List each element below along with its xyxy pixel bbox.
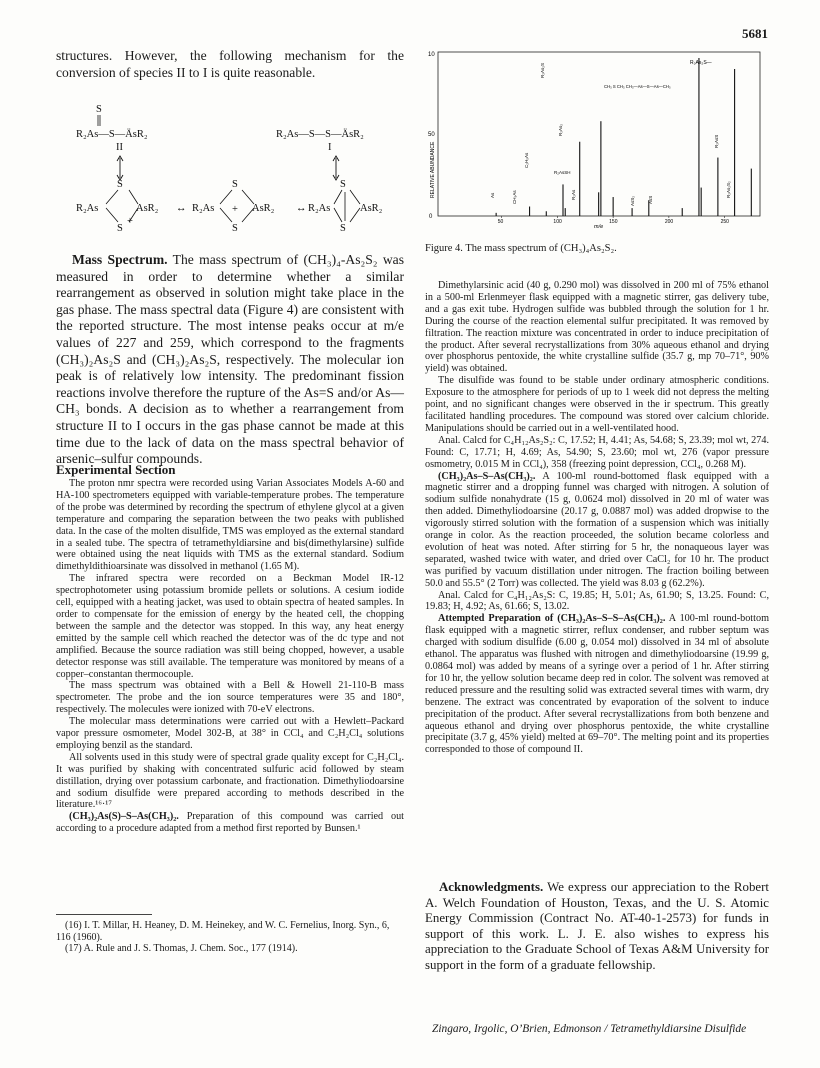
footnote-16: (16) I. T. Millar, H. Heaney, D. M. Heinekey, and W. C. Fernelius, Inorg. Syn., 6, 116 (1960). (56, 920, 390, 943)
ring3-s-bottom: S (340, 223, 346, 234)
ring1-right: AsR₂ (136, 203, 159, 214)
y-tick-0: 0 (429, 214, 433, 220)
scheme-structure-ii: R₂As—S—ÄsR₂ (76, 129, 148, 140)
prep-heading: (CH₃)₂As(S)–S–As(CH₃)₂. (69, 811, 179, 823)
peak-label-as2s: AsS (648, 195, 653, 204)
ack-text: We express our appreciation to the Robert A. Welch Foundation of Houston, Texas, and the U. S. Atomic Energy Commission (Contract No. AT-40-1-2573) for funds in support of this work. L. J. E. also wishes to express his appreciation to the Graduate School of Texas A&M University for support in the form of a graduate fellowship. (425, 880, 769, 972)
peak-label-r2as2: R₂As₂ (558, 124, 563, 136)
scheme-label-i: I (328, 142, 332, 153)
chart-frame (438, 52, 760, 216)
rc-heading-4: (CH₃)₂As–S–As(CH₃)₂. (438, 470, 536, 482)
x-tick-100: 100 (553, 219, 562, 225)
peak-label-274: R₂As₂S₂ (726, 181, 731, 198)
acknowledgments (425, 880, 769, 974)
scheme-structure-i: R₂As—S—S—ÄsR₂ (276, 129, 364, 140)
figure-caption: Figure 4. The mass spectrum of (CH₃)₄As₂S₂. (425, 243, 617, 254)
x-tick-250: 250 (720, 219, 729, 225)
peak-label-as: As (490, 192, 495, 198)
mass-spectrum-chart (428, 48, 768, 231)
exp-para-5: All solvents used in this study were of spectral grade quality except for C₂H₂Cl₄. It was purified by shaking with concentrated sulfuric acid followed by steam distillation, drying over potassium carbonate, and fractionation. Dimethyliodoarsine and sodium disulfide were prepared according to methods described in the literature.¹⁶·¹⁷ (56, 751, 404, 811)
ring1-s-bottom: S (117, 223, 123, 234)
mass-spectrum-paragraph (56, 252, 404, 468)
footnote-rule (56, 914, 152, 915)
ack-heading: Acknowledgments. (439, 880, 544, 894)
x-tick-50: 50 (497, 219, 504, 225)
peak-label-r2ass: R₂AsS (714, 134, 719, 148)
ring3-right: AsR₂ (360, 203, 383, 214)
eq-arrow-2: ↔ (296, 203, 307, 214)
prep-text: Preparation of this compound was carried out according to a procedure adapted from a method first reported by Bunsen.¹ (56, 811, 404, 835)
experimental-body (56, 478, 404, 835)
right-column-body (425, 280, 769, 756)
exp-para-2: The infrared spectra were recorded on a Beckman Model IR-12 spectrophotometer using potassium bromide pellets or solutions. A cesium iodide cell, equipped with a heating jacket, was used to obtain spectra of heated samples. In order to compensate for the emission of energy by the heated cell, the chopping between the sample and the detector was stopped. In this way, any heat energy emitted by the sample cell which reached the detector was of the dc type and not amplified. Because the source radiation was still being chopped, however, a usable detector response was still available. The temperature was monitored by means of a copper–constantan thermocouple. (56, 573, 404, 680)
rc-para-1: Dimethylarsinic acid (40 g, 0.290 mol) was dissolved in 200 ml of 75% ethanol in a 500-ml Erlenmeyer flask equipped with a magnetic stirrer, gas delivery tube, and a gas exit tube. Hydrogen sulfide was bubbled through the solution for 1 hr. During the course of the reaction elemental sulfur precipitated. It was removed by filtration. The reaction mixture was concentrated in order to induce precipitation of the product. After several recrystallizations from 30% aqueous ethanol and drying over phosphorus pentoxide, the white crystalline sulfide (35.7 g, mp 70–71°, 90% yield) was obtained. (425, 280, 769, 375)
exp-para-3: The mass spectrum was obtained with a Bell & Howell 21-110-B mass spectrometer. The probe and the ion source temperatures were 35 and 180°, respectively. The molecules were ionized with 70-eV electrons. (56, 680, 404, 716)
page-number: 5681 (742, 26, 768, 41)
y-axis-label: RELATIVE ABUNDANCE (430, 141, 436, 198)
ring1-s-top: S (117, 179, 123, 190)
scheme-label-ii: II (116, 142, 123, 153)
footnotes (56, 920, 404, 955)
peak-label-r2assh: R₂AsSH (554, 170, 571, 175)
ring3-left: R₂As (308, 203, 331, 214)
y-tick-50: 50 (428, 132, 435, 138)
mass-spectrum-heading: Mass Spectrum. (72, 252, 168, 267)
rc-para-4 (425, 471, 769, 590)
peak-label-r2as: R₂As (571, 189, 576, 200)
running-footer: Zingaro, Irgolic, O’Brien, Edmonson / Tetramethyldiarsine Disulfide (432, 1023, 747, 1035)
ring1-plus: + (127, 216, 133, 227)
exp-para-6 (56, 811, 404, 835)
peak-label-227: R₂As₂S (540, 63, 545, 78)
rc-para-3: Anal. Calcd for C₄H₁₂As₂S₂: C, 17.52; H, 4.41; As, 54.68; S, 23.39; mol wt, 274. Found: C, 17.71; H, 4.69; As, 54.90; S, 23.60; mol wt, 276 (vapor pressure osmometry, 0.015 M in CCl₄), 358 (freezing point depression, CCl₄, 0.268 M). (425, 434, 769, 470)
rc-heading-6: Attempted Preparation of (CH₃)₂As–S–S–As(CH₃)₂. (438, 613, 666, 625)
ring2-left: R₂As (192, 203, 215, 214)
footnote-17: (17) A. Rule and J. S. Thomas, J. Chem. Soc., 177 (1914). (65, 943, 298, 955)
peak-label-r2as2s-arrow: R₂As₂S— (690, 60, 712, 66)
mass-spectrum-text: The mass spectrum of (CH₃)₄-As₂S₂ was measured in order to determine whether a similar rearrangement as observed in solution might take place in the gas phase. The mass spectral data (Figure 4) are consistent with the reported structure. The most intense peaks occur at m/e values of 227 and 259, which correspond to the fragments (CH₃)₂As₂S and (CH₃)₂As₂S, respectively. The molecular ion peak is of relatively low intensity. The predominant fission reactions involve therefore the rupture of the As=S and/or As—CH₃ bonds. A decision as to whether a rearrangement from structure II to I occurs in the gas phase cannot be made at this time due to the lack of data on the mass spectral behavior of arsenic–sulfur compounds. (56, 252, 404, 467)
exp-para-4: The molecular mass determinations were carried out with a Hewlett–Packard vapor pressure osmometer, Model 302-B, at 38° in CCl₄ and C₂H₂Cl₄ solutions employing benzil as the standard. (56, 716, 404, 751)
rearrangement-scheme (74, 104, 394, 234)
x-axis-label: m/e (594, 224, 604, 230)
peak-label-c2h5as: C₂H₅As (524, 152, 529, 168)
rc-para-5: Anal. Calcd for C₄H₁₂As₂S: C, 19.85; H, 5.01; As, 61.90; S, 13.25. Found: C, 19.83; H, 4.92; As, 61.66; S, 13.02. (425, 589, 769, 613)
ring3-s-top: S (340, 179, 346, 190)
peak-label-structure: CH₃ S CH₃ CH₃—As—S—As—CH₃ (604, 84, 671, 89)
peak-label-as-s2: AsS₂ (630, 196, 635, 206)
y-tick-10: 10 (428, 52, 435, 58)
ring2-right: AsR₂ (252, 203, 275, 214)
exp-para-1: The proton nmr spectra were recorded using Varian Associates Models A-60 and HA-100 spectrometers equipped with variable-temperature probes. The temperature of the probe was determined by recording the spectrum of ethylene glycol at a given temperature and comparing the separation between the two peaks with published data. In the case of the molten disulfide, TMS was employed as the external standard in a sealed tube. The spectra of tetramethyldiarsine and bis(dimethylarsine) sulfide were obtained using the neat liquids with TMS as the external standard. Sodium dimethyldithioarsinate was dissolved in methanol (1.65 M). (56, 478, 404, 573)
scheme-s-top: S (96, 104, 102, 115)
x-tick-200: 200 (664, 219, 674, 225)
x-tick-150: 150 (609, 219, 618, 225)
intro-paragraph: structures. However, the following mechanism for the conversion of species II to I is quite reasonable. (56, 48, 404, 80)
eq-arrow-1: ↔ (176, 203, 187, 214)
ring2-s-bottom: S (232, 223, 238, 234)
ring2-plus: + (232, 204, 238, 215)
rc-para-2: The disulfide was found to be stable under ordinary atmospheric conditions. Exposure to the atmosphere for periods of up to 1 week did not depress the melting point, and no significant changes were observed in the ir spectrum. This greatly facilitated handling procedures. The compound was stored over calcium chloride. Manipulations should be carried out in a well-ventilated hood. (425, 375, 769, 434)
rc-para-6 (425, 613, 769, 756)
rc-text-6: A 100-ml round-bottom flask equipped with a magnetic stirrer, reflux condenser, and rubber septum was charged with sodium disulfide (6.00 g, 0.054 mol) dissolved in 34 ml of absolute ethanol. The apparatus was flushed with nitrogen and dimethyliodoarsine (19.99 g, 0.0864 mol) was added by means of a syringe over a period of 1 hr. After stirring for 10 hr, the yellow solution became deep red in color. The solvent was removed at reduced pressure and the resulting solid was extracted several times with warm, dry benzene. The extract was concentrated by evaporation of the solvent to induce precipitation of the product. After several recrystallizations from both benzene and aqueous ethanol and drying over phosphorus pentoxide, the white crystalline precipitate (3.7 g, 45% yield) melted at 69–70°. The melting point and its properties corresponded to those of compound II. (425, 613, 769, 756)
ring2-s-top: S (232, 179, 238, 190)
experimental-heading: Experimental Section (56, 462, 176, 477)
ring1-left: R₂As (76, 203, 99, 214)
peak-label-ch3as: CH₃As (512, 190, 517, 204)
rc-text-4: A 100-ml round-bottomed flask equipped with a magnetic stirrer and a dropping funnel was charged with nitrogen. A solution of sodium sulfide nonahydrate (15 g, 0.0624 mol) dissolved in 20 ml of water was then added. Dimethyliodoarsine (20.17 g, 0.0887 mol) was added dropwise to the vigorously stirred solution with the formation of a suspension which was initially orange in color. As the reaction proceeded, the solution became colorless and evolution of heat was noted. After stirring for 5 hr, the nonaqueous layer was separated, washed twice with water, and dried over CaCl₂ for 10 hr. The product was purified by vacuum distillation under nitrogen. The fraction boiling between 50.0 and 55.5° (2 Torr) was collected. The yield was 8.03 g (62.2%). (425, 470, 769, 589)
